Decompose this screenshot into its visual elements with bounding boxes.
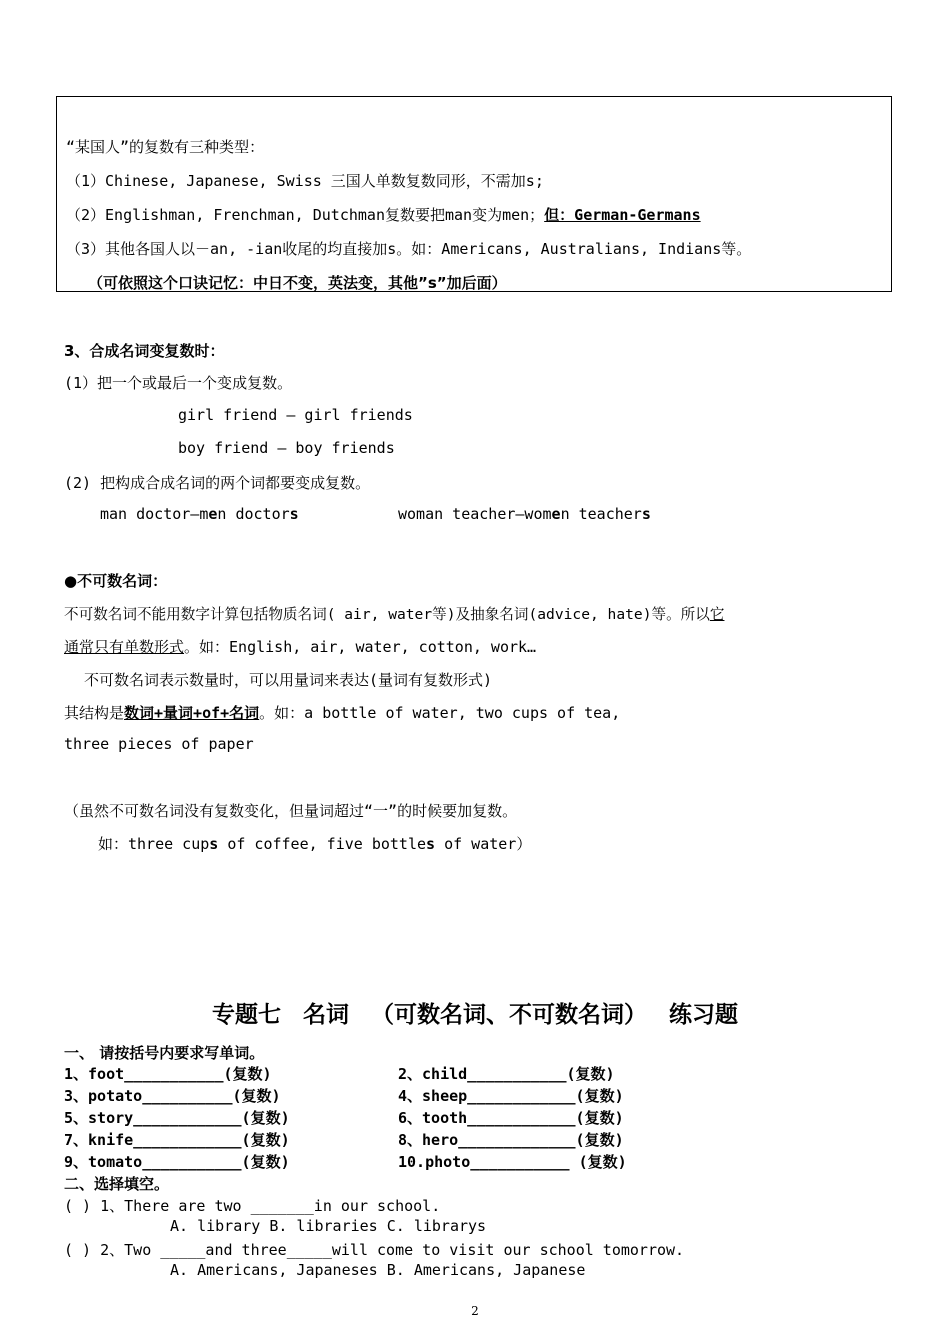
question-1: ( ) 1、There are two _______in our school. <box>64 1197 441 1215</box>
box-margin-mark <box>891 135 892 155</box>
compound-example-2: boy friend — boy friends <box>178 439 395 457</box>
exercise-item: 10.photo___________ (复数) <box>398 1153 627 1171</box>
exercise-item: 8、hero_____________(复数) <box>398 1131 624 1149</box>
box-intro: “某国人”的复数有三种类型： <box>66 138 265 156</box>
box-margin-mark <box>56 135 57 155</box>
uncountable-para-2: 通常只有单数形式。如：English, air, water, cotton, work… <box>64 638 537 656</box>
question-2: ( ) 2、Two _____and three_____will come to visit our school tomorrow. <box>64 1241 685 1259</box>
compound-rule-1: (1）把一个或最后一个变成复数。 <box>64 374 293 392</box>
compound-example-1: girl friend — girl friends <box>178 406 413 424</box>
exercise-item: 9、tomato___________(复数) <box>64 1153 290 1171</box>
exercise-item: 6、tooth____________(复数) <box>398 1109 624 1127</box>
box-margin-mark <box>56 238 57 258</box>
box-margin-mark <box>891 170 892 190</box>
box-line-2-text: （2）Englishman, Frenchman, Dutchman复数要把man变为men； <box>66 206 545 224</box>
uncountable-para-4: 其结构是数词+量词+of+名词。如：a bottle of water, two cups of tea, <box>64 704 621 722</box>
note-box <box>56 96 892 292</box>
box-margin-mark <box>56 170 57 190</box>
uncountable-para-1: 不可数名词不能用数字计算包括物质名词( air, water等)及抽象名词(advice, hate)等。所以它 <box>64 606 725 623</box>
box-margin-mark <box>891 238 892 258</box>
box-margin-mark <box>891 204 892 224</box>
exercise-item: 5、story____________(复数) <box>64 1109 290 1127</box>
box-line-2-exception: 但：German-Germans <box>544 206 701 224</box>
box-margin-mark <box>56 204 57 224</box>
box-line-2 <box>66 204 701 225</box>
box-mnemonic: （可依照这个口诀记忆：中日不变，英法变，其他”s”加后面） <box>88 274 507 292</box>
box-line-3: （3）其他各国人以－an, -ian收尾的均直接加s。如：Americans, Australians, Indians等。 <box>66 240 752 258</box>
compound-example-4: woman teacher—women teachers <box>398 505 651 523</box>
question-1-options: A. library B. libraries C. librarys <box>170 1217 487 1235</box>
compound-example-3: man doctor—men doctors <box>100 505 299 523</box>
compound-heading: 3、合成名词变复数时： <box>64 342 225 360</box>
exercise-section-1: 一、 请按括号内要求写单词。 <box>64 1044 265 1062</box>
exercise-item: 7、knife____________(复数) <box>64 1131 290 1149</box>
exercise-item: 2、child___________(复数) <box>398 1065 615 1083</box>
compound-rule-2: (2) 把构成合成名词的两个词都要变成复数。 <box>64 474 371 492</box>
exercise-item: 3、potato__________(复数) <box>64 1087 281 1105</box>
uncountable-note: （虽然不可数名词没有复数变化，但量词超过“一”的时候要加复数。 <box>64 802 518 820</box>
question-2-options: A. Americans, Japaneses B. Americans, Japanese <box>170 1261 586 1279</box>
page-number: 2 <box>471 1304 479 1318</box>
exercise-title: 专题七 名词 （可数名词、不可数名词） 练习题 <box>211 1002 739 1028</box>
uncountable-para-3: 不可数名词表示数量时，可以用量词来表达(量词有复数形式) <box>84 671 493 689</box>
uncountable-heading: ●不可数名词： <box>64 572 168 590</box>
exercise-section-2: 二、选择填空。 <box>64 1175 170 1193</box>
uncountable-note-example: 如：three cups of coffee, five bottles of water） <box>98 835 532 853</box>
box-line-1: （1）Chinese, Japanese, Swiss 三国人单数复数同形，不需加s; <box>66 172 544 190</box>
exercise-item: 1、foot___________(复数) <box>64 1065 272 1083</box>
uncountable-para-5: three pieces of paper <box>64 735 254 753</box>
exercise-item: 4、sheep____________(复数) <box>398 1087 624 1105</box>
